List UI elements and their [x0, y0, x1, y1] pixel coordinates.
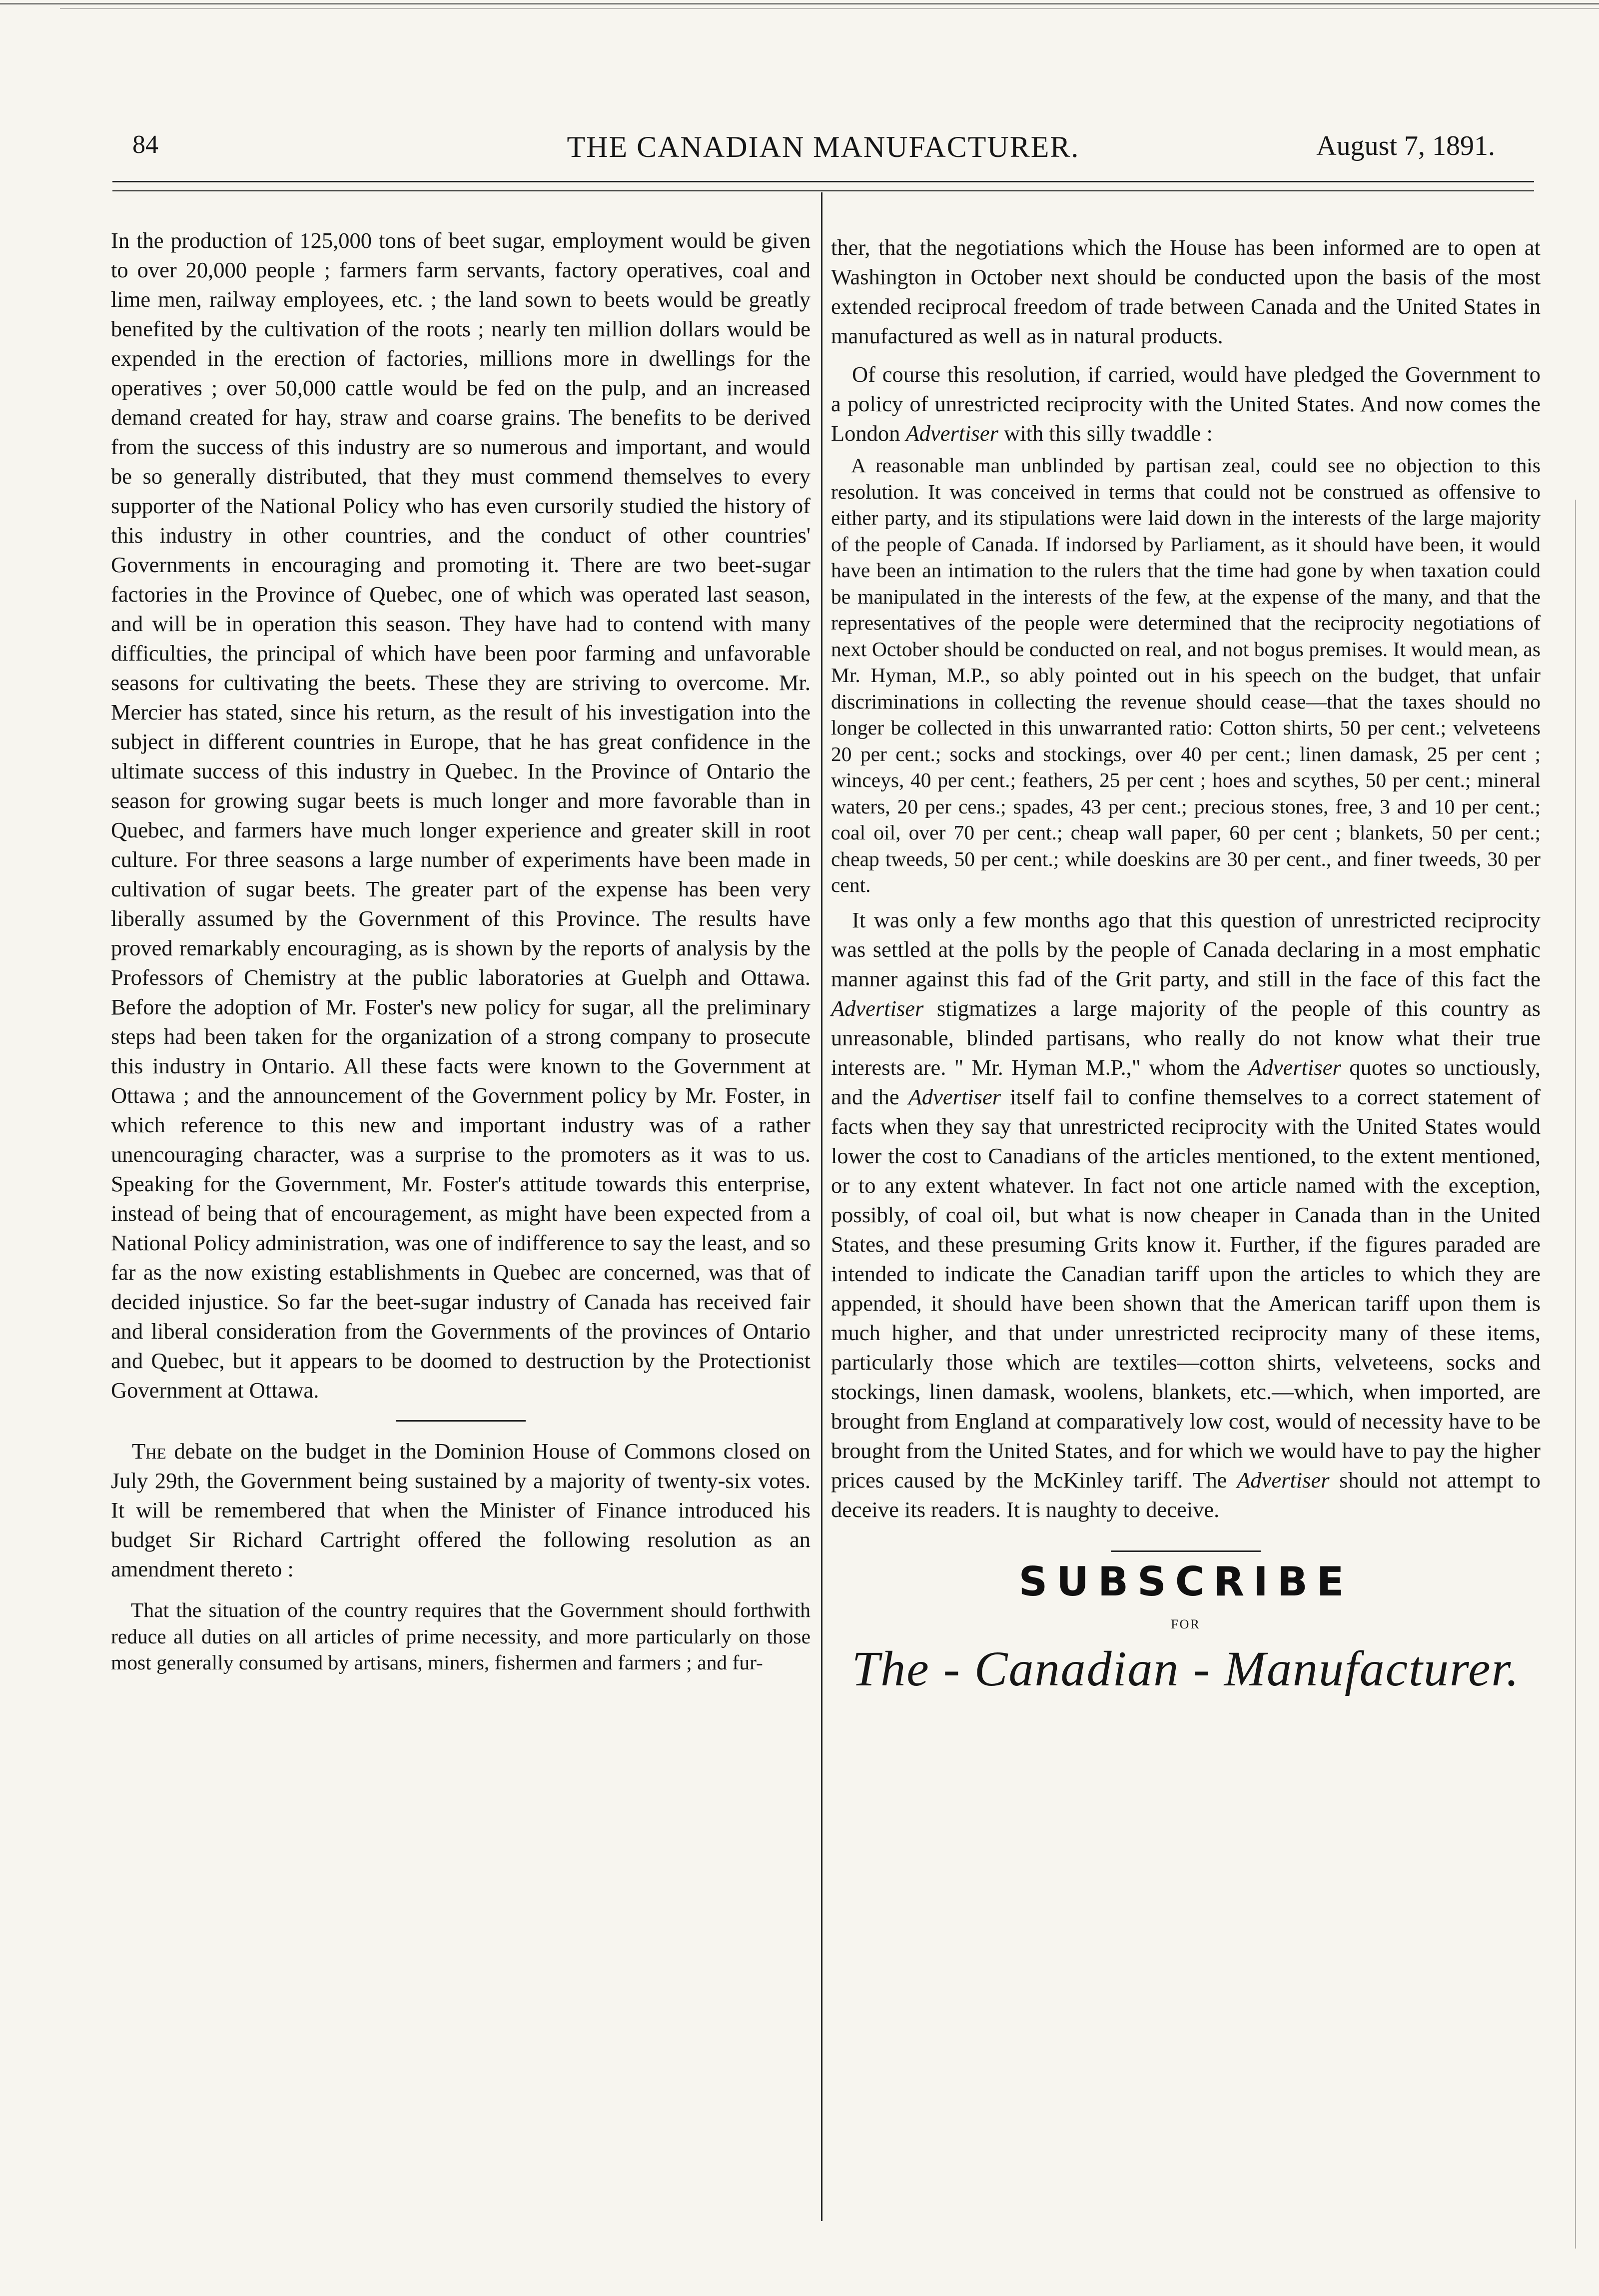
publication-title: THE CANADIAN MANUFACTURER.: [567, 130, 1080, 163]
rebuttal-text-1: It was only a few months ago that this question of unrestricted reciprocity was settled at the polls by the people of Canada declaring in a most emphatic manner against this fad of the Grit party, and still in the face of this fact the: [831, 907, 1541, 991]
rebuttal-text-3: quotes so unctiously, and the: [831, 1054, 1541, 1109]
rebuttal-text-4: itself fail to confine themselves to a correct statement of facts when they say that unrestricted reciprocity with the United States would lower the cost to Canadians of the articles mentioned, to the extent mentioned, or to any extent whatever. In fact not one article named with the exception, possibly, of coal oil, but what is now cheaper in Canada than in the United States, and these presuming Grits know it. Further, if the figures paraded are intended to indicate the Canadian tariff upon the articles to which they are appended, it should have been shown that the American tariff upon them is much higher, and that under unrestricted reciprocity many of these items, particularly those which are textiles—cotton shirts, velveteens, socks and stockings, linen damask, woolens, blankets, etc.—which, when imported, are brought from England at comparatively low cost, would of necessity have to be brought from the United States, and for which we would have to pay the higher prices caused by the McKinley tariff. The: [831, 1084, 1541, 1493]
subscribe-masthead: The - Canadian - Manufacturer.: [851, 1640, 1520, 1696]
subscribe-for: FOR: [1171, 1616, 1201, 1631]
left-column: [111, 226, 810, 1683]
advertiser-name: Advertiser: [831, 995, 924, 1021]
rebuttal-text-5: should not attempt to deceive its readers. It is naughty to deceive.: [831, 1467, 1541, 1522]
advertiser-name: Advertiser: [905, 421, 998, 446]
beet-sugar-paragraph: In the production of 125,000 tons of beet sugar, employment would be given to over 20,000 people ; farmers farm servants, factory operatives, coal and lime men, railway employees, etc. ; the land sown to beets would be greatly benefited by the cultivation of the roots ; nearly ten million dollars would be expended in the erection of factories, millions more in dwellings for the operatives ; over 50,000 cattle would be fed on the pulp, and an increased demand created for hay, straw and coarse grains. The benefits to be derived from the success of this industry are so numerous and important, and would be so generally distributed, that they must commend themselves to every supporter of the National Policy who has even cursorily studied the history of this industry in other countries, and the conduct of other countries' Governments in encouraging and promoting it. There are two beet-sugar factories in the Province of Quebec, one of which was operated last season, and will be in operation this season. They have had to contend with many difficulties, the principal of which have been poor farming and unfavorable seasons for cultivating the beets. These they are striving to overcome. Mr. Mercier has stated, since his return, as the result of his investigation into the subject in different countries in Europe, that he has great confidence in the ultimate success of this industry in Quebec. In the Province of Ontario the season for growing sugar beets is much longer and more favorable than in Quebec, and farmers have much longer experience and greater skill in root culture. For three seasons a large number of experiments have been made in cultivation of sugar beets. The greater part of the expense has been very liberally assumed by the Government of this Province. The results have proved remarkably encouraging, as is shown by the reports of analysis by the Professors of Chemistry at the public laboratories at Guelph and Ottawa. Before the adoption of Mr. Foster's new policy for sugar, all the preliminary steps had been taken for the organization of a strong company to prosecute this industry in Ontario. All these facts were known to the Government at Ottawa ; and the announcement of the Government policy by Mr. Foster, in which reference to this new and important industry was of a rather unencouraging character, was a surprise to the promoters as it was to us. Speaking for the Government, Mr. Foster's attitude towards this enterprise, instead of being that of encouragement, as might have been expected from a National Policy administration, was one of indifference to say the least, and so far as the now existing establishments in Quebec are concerned, was that of decided injustice. So far the beet-sugar industry of Canada has received fair and liberal consideration from the Governments of the provinces of Ontario and Quebec, but it appears to be doomed to destruction by the Protectionist Government at Ottawa.: [111, 228, 810, 1403]
advertiser-intro-tail: with this silly twaddle :: [998, 421, 1213, 446]
column-divider: [821, 192, 822, 2221]
advertiser-name: Advertiser: [1237, 1467, 1330, 1493]
budget-debate-text: debate on the budget in the Dominion House of Commons closed on July 29th, the Government being sustained by a majority of twenty-six votes. It will be remembered that when the Minister of Finance introduced his budget Sir Richard Cartright offered the following resolution as an amendment thereto :: [111, 1439, 810, 1581]
subscribe-heading: SUBSCRIBE: [1018, 1558, 1353, 1605]
spacer: [111, 1584, 810, 1593]
advertiser-quote: A reasonable man unblinded by partisan zeal, could see no objection to this resolution. It was conceived in terms that could not be construed as offensive to either party, and its stipulations were laid down in the interests of the large majority of the people of Canada. If indorsed by Parliament, as it should have been, it would have been an intimation to the rulers that the time had gone by when taxation could be manipulated in the interests of the few, at the expense of the many, and that the representatives of the people were determined that the reciprocity negotiations of next October should be conducted on real, and not bogus premises. It would mean, as Mr. Hyman, M.P., so ably pointed out in his speech on the budget, that unfair discriminations in collecting the revenue should cease—that the taxes should no longer be collected in this unwarranted ratio: Cotton shirts, 50 per cent.; velveteens 20 per cent.; socks and stockings, over 40 per cent.; linen damask, 25 per cent ; winceys, 40 per cent.; feathers, 25 per cent ; hoes and scythes, 50 per cent.; mineral waters, 20 per cens.; spades, 43 per cent.; precious stones, free, 3 and 10 per cent.; coal oil, over 70 per cent.; cheap wall paper, 60 per cent ; blankets, 50 per cent.; cheap tweeds, 50 per cent.; while doeskins are 30 per cent., and finer tweeds, 30 per cent.: [831, 454, 1541, 896]
spacer: [831, 351, 1541, 360]
top-edge-rule-secondary: [60, 8, 1599, 9]
issue-date: August 7, 1891.: [1316, 130, 1495, 161]
subscribe-divider: [1111, 1550, 1261, 1552]
top-edge-rule: [0, 3, 1599, 4]
subscribe-advertisement: [831, 1558, 1541, 1696]
negotiations-paragraph: ther, that the negotiations which the House has been informed are to open at Washington in October next should be conducted upon the basis of the most extended reciprocal freedom of trade between Canada and the United States in manufactured as well as in natural products.: [831, 235, 1541, 348]
rebuttal-text-2: stigmatizes a large majority of the people of this country as unreasonable, blinded partisans, who really do not know what their true interests are. " Mr. Hyman M.P.," whom the: [831, 995, 1541, 1080]
section-divider: [396, 1420, 526, 1422]
advertiser-name: Advertiser: [908, 1084, 1001, 1109]
resolution-quote: That the situation of the country requires that the Government should forthwith reduce all duties on all articles of prime necessity, and more particularly on those most generally consumed by artisans, miners, fishermen and farmers ; and fur-: [111, 1598, 810, 1674]
header-rule-thin: [112, 190, 1534, 191]
page-number: 84: [132, 130, 158, 159]
page-header: [112, 124, 1534, 184]
advertiser-intro-text: Of course this resolution, if carried, would have pledged the Government to a policy of unrestricted reciprocity with the United States. And now comes the London: [831, 362, 1541, 446]
page-edge-line: [1575, 500, 1576, 2249]
reciprocity-rebuttal-paragraph: [831, 905, 1541, 1525]
budget-debate-lead: The: [132, 1439, 166, 1464]
header-rule: [112, 181, 1534, 182]
budget-debate-paragraph: [111, 1437, 810, 1584]
advertiser-intro-paragraph: [831, 360, 1541, 448]
advertiser-name: Advertiser: [1248, 1054, 1341, 1080]
right-column: [831, 233, 1541, 1696]
